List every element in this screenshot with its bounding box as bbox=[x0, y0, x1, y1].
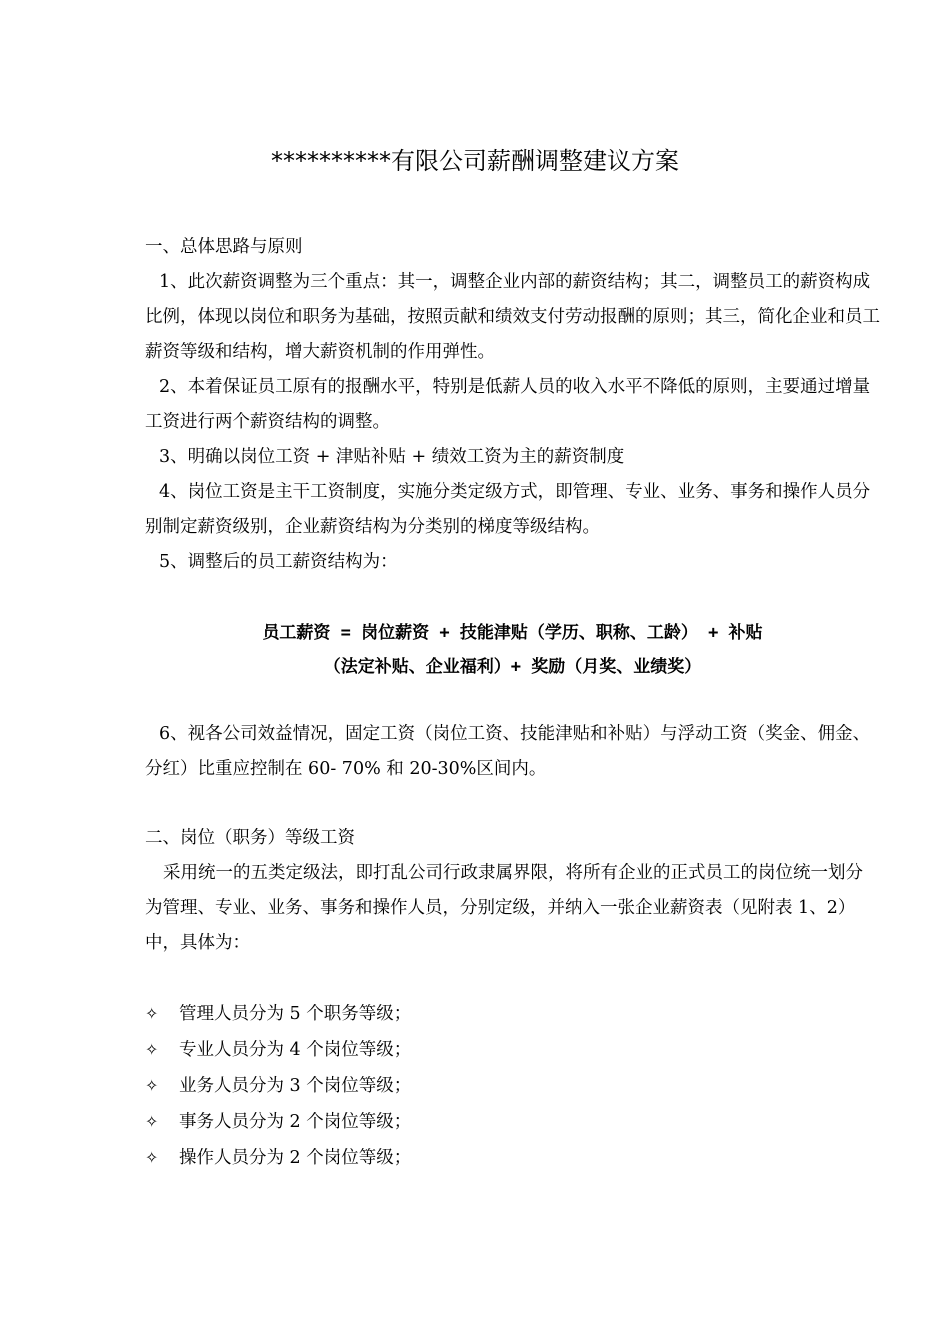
diamond-bullet-icon: ✧ bbox=[145, 1040, 159, 1059]
list-item bbox=[145, 1032, 880, 1068]
grade-level-list bbox=[145, 996, 880, 1176]
list-item-text: 业务人员分为 3 个岗位等级； bbox=[179, 1076, 412, 1096]
section-position-grade bbox=[145, 821, 880, 961]
diamond-bullet-icon: ✧ bbox=[145, 1148, 159, 1167]
principle-item: 5、调整后的员工薪资结构为： bbox=[159, 552, 398, 572]
diamond-bullet-icon: ✧ bbox=[145, 1076, 159, 1095]
list-item bbox=[145, 1068, 880, 1104]
list-item-text: 管理人员分为 5 个职务等级； bbox=[179, 1004, 412, 1024]
principle-item: 1、此次薪资调整为三个重点：其一，调整企业内部的薪资结构；其二，调整员工的薪资构成比例，体现以岗位和职务为基础，按照贡献和绩效支付劳动报酬的原则；其三，简化企业和员工薪资等级和结构，增大薪资机制的作用弹性。 bbox=[145, 272, 880, 362]
section-paragraph: 采用统一的五类定级法，即打乱公司行政隶属界限，将所有企业的正式员工的岗位统一划分为管理、专业、业务、事务和操作人员，分别定级，并纳入一张企业薪资表（见附表 1、2）中，具体为： bbox=[145, 863, 863, 953]
list-item bbox=[145, 1104, 880, 1140]
principle-item: 3、明确以岗位工资 + 津贴补贴 + 绩效工资为主的薪资制度 bbox=[159, 447, 625, 467]
section-heading: 一、总体思路与原则 bbox=[145, 237, 303, 257]
diamond-bullet-icon: ✧ bbox=[145, 1004, 159, 1023]
list-item-text: 操作人员分为 2 个岗位等级； bbox=[179, 1148, 412, 1168]
section-heading: 二、岗位（职务）等级工资 bbox=[145, 828, 355, 848]
principle-item: 4、岗位工资是主干工资制度，实施分类定级方式，即管理、专业、业务、事务和操作人员分别制定薪资级别，企业薪资结构为分类别的梯度等级结构。 bbox=[145, 482, 871, 537]
document-title: **********有限公司薪酬调整建议方案 bbox=[271, 147, 679, 175]
principle-item: 2、本着保证员工原有的报酬水平，特别是低薪人员的收入水平不降低的原则，主要通过增量工资进行两个薪资结构的调整。 bbox=[145, 377, 871, 432]
list-item bbox=[145, 996, 880, 1032]
item-six bbox=[145, 717, 880, 787]
section-overall-principles bbox=[145, 230, 880, 580]
diamond-bullet-icon: ✧ bbox=[145, 1112, 159, 1131]
principle-item: 6、视各公司效益情况，固定工资（岗位工资、技能津贴和补贴）与浮动工资（奖金、佣金、分红）比重应控制在 60- 70% 和 20-30%区间内。 bbox=[145, 724, 871, 779]
formula-line: （法定补贴、企业福利）+ 奖励（月奖、业绩奖） bbox=[323, 657, 702, 677]
list-item-text: 专业人员分为 4 个岗位等级； bbox=[179, 1040, 412, 1060]
list-item bbox=[145, 1140, 880, 1176]
list-item-text: 事务人员分为 2 个岗位等级； bbox=[179, 1112, 412, 1132]
salary-formula bbox=[145, 616, 880, 684]
formula-line: 员工薪资 = 岗位薪资 + 技能津贴（学历、职称、工龄） + 补贴 bbox=[262, 623, 763, 643]
